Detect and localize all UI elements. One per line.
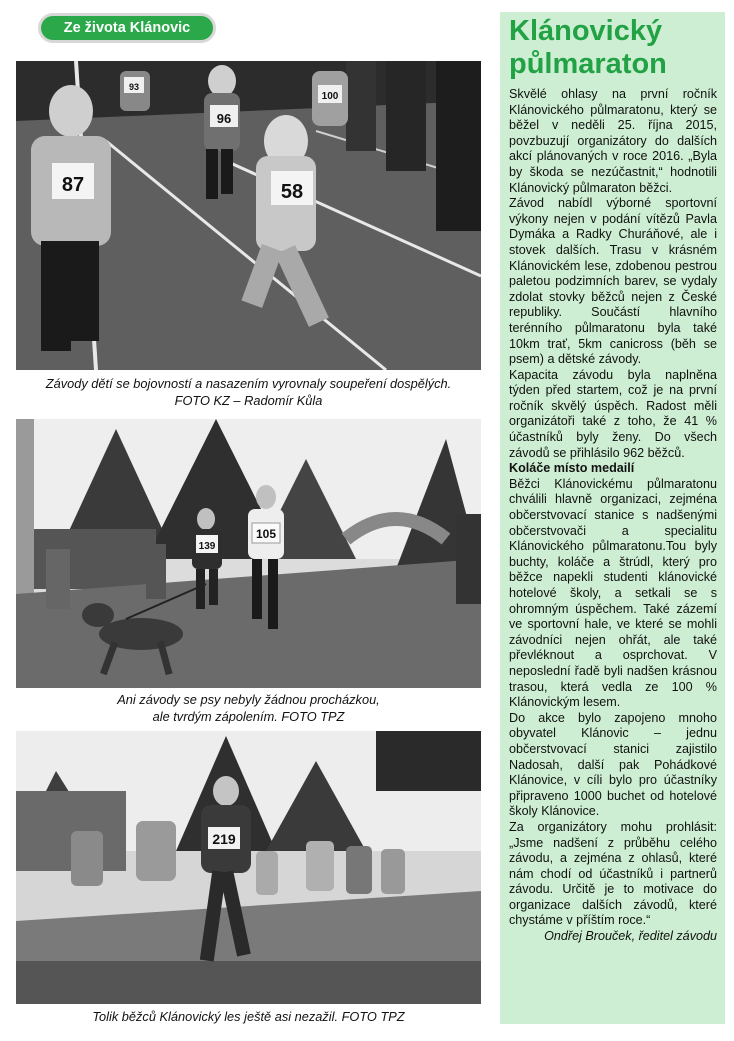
caption-line: FOTO KZ – Radomír Kůla [174,393,323,408]
bib-87: 87 [61,174,85,196]
photo-canicross [16,419,481,688]
article-author: Ondřej Brouček, ředitel závodu [544,929,717,944]
article-paragraph: Závod nabídl výborné sportovní výkony nejen v podání vítězů Pavla Dymáka a Radky Churáňové, ale i stovek dalších. Trasu v krásném Klánovickém lese, zdobenou pestrou paletou podzimních barev, se vydaly zdolat stovky běžců nejen z České republiky. Součástí hlavního terénního půlmaratonu byla také 10km trať, 5km canicross (běh se psem) a dětské závody. [509,196,717,367]
photo-runners-crowd-caption [16,1008,481,1025]
article-title-line: půlmaraton [509,48,667,80]
bib-93: 93 [128,82,140,92]
article-subheading: Koláče místo medailí [509,461,635,476]
caption-line: ale tvrdým zápolením. FOTO TPZ [152,709,345,724]
section-tag [38,13,216,43]
section-tag-label: Ze života Klánovic [41,16,213,40]
bib-219: 219 [212,831,236,847]
article-title [509,15,717,81]
bib-139: 139 [198,541,216,552]
bib-58: 58 [280,181,304,203]
article-body [509,87,717,945]
article-paragraph: Kapacita závodu byla naplněna týden před startem, což je na první ročník skvělý úspěch. Radost měli organizátoři také z toho, že 41 % účastníků byly ženy. Do všech závodů se přihlásilo 962 běžců. [509,367,717,460]
article-title-line: Klánovický [509,15,663,47]
caption-line: Tolik běžců Klánovický les ještě asi nezažil. FOTO TPZ [92,1009,405,1024]
article-paragraph: Za organizátory mohu prohlásit: „Jsme nadšení z průběhu celého závodu, a zejména z ohlasů, které nám chodí od účastníků i partnerů závodu. Určitě je to motivace do organizace dalších závodů, které chystáme v příštím roce.“ [509,819,717,928]
caption-line: Ani závody se psy nebyly žádnou procházkou, [117,692,380,707]
photo-canicross-caption [16,691,481,725]
photo-runners-crowd [16,731,481,1004]
bib-100: 100 [321,91,339,102]
photo-runners-crowd-image [16,731,481,1004]
article-paragraph: Skvělé ohlasy na první ročník Klánovického půlmaratonu, který se běžel v neděli 25. října 2015, povzbuzují organizátory do dalších akcí plánovaných v roce 2016. „Byla by škoda se nezúčastnit,“ hodnotili Klánovický půlmaraton běžci. [509,87,717,195]
photo-kids-race-caption [16,375,481,409]
photo-canicross-image [16,419,481,688]
photo-kids-race-image [16,61,481,370]
bib-105: 105 [255,527,277,541]
article-paragraph: Do akce bylo zapojeno mnoho obyvatel Klánovic – jednu občerstvovací stanici zajistilo Nadosah, další pak Pohádkové Klánovice, v cíli bylo pro účastníky připraveno 1000 buchet od hotelové školy Klánovice. [509,710,717,819]
bib-96: 96 [216,111,232,126]
photo-kids-race [16,61,481,370]
article-sidebar [500,12,725,1024]
article-paragraph: Běžci Klánovickému půlmaratonu chválili hlavně organizaci, zejména občerstvovací stanice s nadšenými občerstvovači a specialitu Klánovického půlmaratonu.Tou byly buchty, koláče a štrúdl, který pro běžce napekli studenti klánovické hotelové školy, a setkali se s ohromným úspěchem. Také zázemí ve sportovní hale, ve které se mohli závodníci nejen ohřát, ale také převléknout a osprchovat. V neposlední řadě byli nadšen krásnou trasou, která vedla ze 100 % Klánovickým lesem. [509,476,717,710]
caption-line: Závody dětí se bojovností a nasazením vyrovnaly soupeření dospělých. [45,376,452,391]
